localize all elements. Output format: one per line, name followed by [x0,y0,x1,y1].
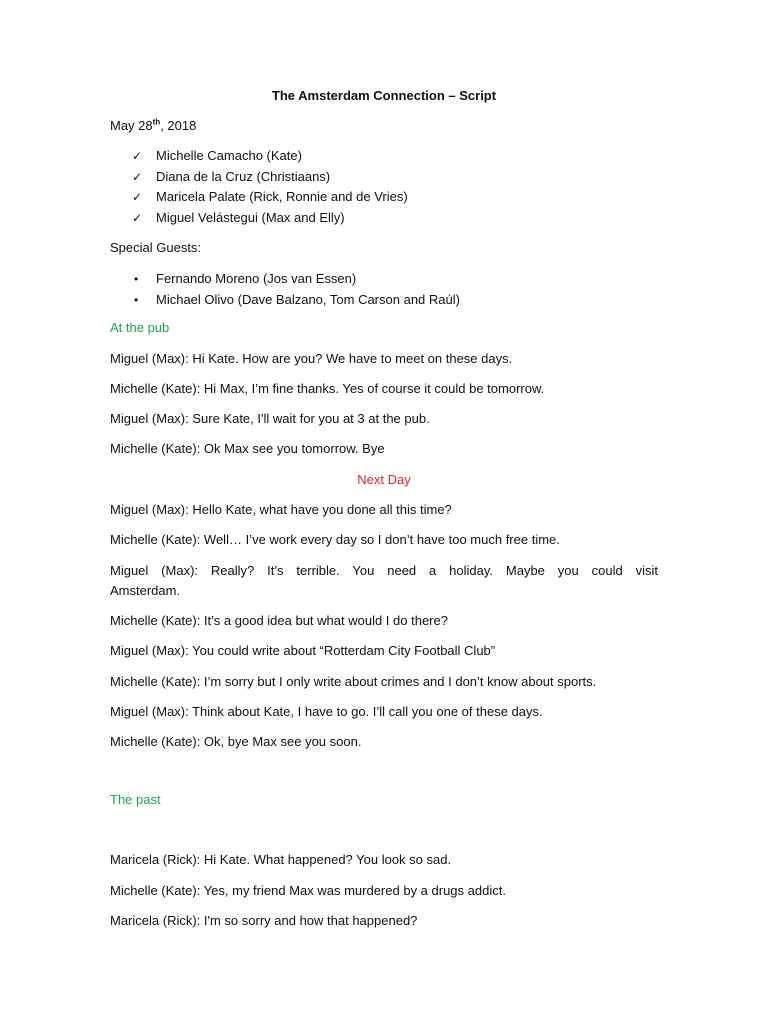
cast-item [132,188,408,209]
cast-item-label: Miguel Velástegui (Max and Elly) [156,209,345,225]
dialogue-line: Michelle (Kate): Yes, my friend Max was murdered by a drugs addict. [110,883,506,898]
scene-heading-the-past: The past [110,792,161,807]
dialogue-line: Michelle (Kate): It’s a good idea but what would I do there? [110,613,448,628]
guest-item [132,291,460,312]
checkmark-icon: ✓ [132,149,143,163]
date-suffix: , 2018 [160,118,197,133]
dialogue-line: Michelle (Kate): I’m sorry but I only write about crimes and I don’t know about sports. [110,674,597,689]
dialogue-line: Miguel (Max): Sure Kate, I'll wait for you at 3 at the pub. [110,411,430,426]
cast-item [132,168,408,189]
date-superscript: th [152,117,161,127]
cast-item-label: Maricela Palate (Rick, Ronnie and de Vries) [156,189,408,204]
scene-heading-next-day: Next Day [357,472,411,487]
checkmark-icon: ✓ [132,169,143,184]
dialogue-line: Miguel (Max): Really? It’s terrible. You need a holiday. Maybe you could visit [110,563,658,578]
cast-item-label: Diana de la Cruz (Christiaans) [156,168,331,184]
guest-item-label: Fernando Moreno (Jos van Essen) [156,271,357,286]
checkmark-icon: ✓ [132,190,143,204]
dialogue-line: Michelle (Kate): Ok Max see you tomorrow. Bye [110,441,385,456]
dialogue-line: Michelle (Kate): Well… I’ve work every day so I don’t have too much free time. [110,532,560,547]
scene-heading-at-the-pub: At the pub [110,320,170,335]
dialogue-line-continuation: Amsterdam. [110,583,181,598]
dialogue-line: Maricela (Rick): I'm so sorry and how that happened? [110,913,418,928]
dialogue-line: Miguel (Max): You could write about “Rotterdam City Football Club” [110,643,496,658]
cast-checklist [132,147,408,229]
guest-list [132,270,460,312]
bullet-icon: • [134,293,139,307]
date-prefix: May 28 [110,118,153,133]
cast-item [132,209,408,230]
bullet-icon: • [134,272,139,286]
guest-item [132,270,460,291]
dialogue-line: Michelle (Kate): Ok, bye Max see you soon. [110,734,362,749]
dialogue-line: Maricela (Rick): Hi Kate. What happened? You look so sad. [110,852,452,867]
cast-item-label: Michelle Camacho (Kate) [156,148,302,163]
cast-item [132,147,408,168]
document-title: The Amsterdam Connection – Script [271,88,497,103]
dialogue-line: Miguel (Max): Hello Kate, what have you done all this time? [110,502,452,517]
dialogue-line: Miguel (Max): Hi Kate. How are you? We have to meet on these days. [110,351,513,366]
special-guests-label: Special Guests: [110,240,202,255]
dialogue-line: Michelle (Kate): Hi Max, I’m fine thanks. Yes of course it could be tomorrow. [110,381,545,396]
guest-item-label: Michael Olivo (Dave Balzano, Tom Carson and Raúl) [156,292,460,307]
checkmark-icon: ✓ [132,210,143,225]
document-date [110,117,196,134]
dialogue-line: Miguel (Max): Think about Kate, I have to go. I’ll call you one of these days. [110,704,543,719]
